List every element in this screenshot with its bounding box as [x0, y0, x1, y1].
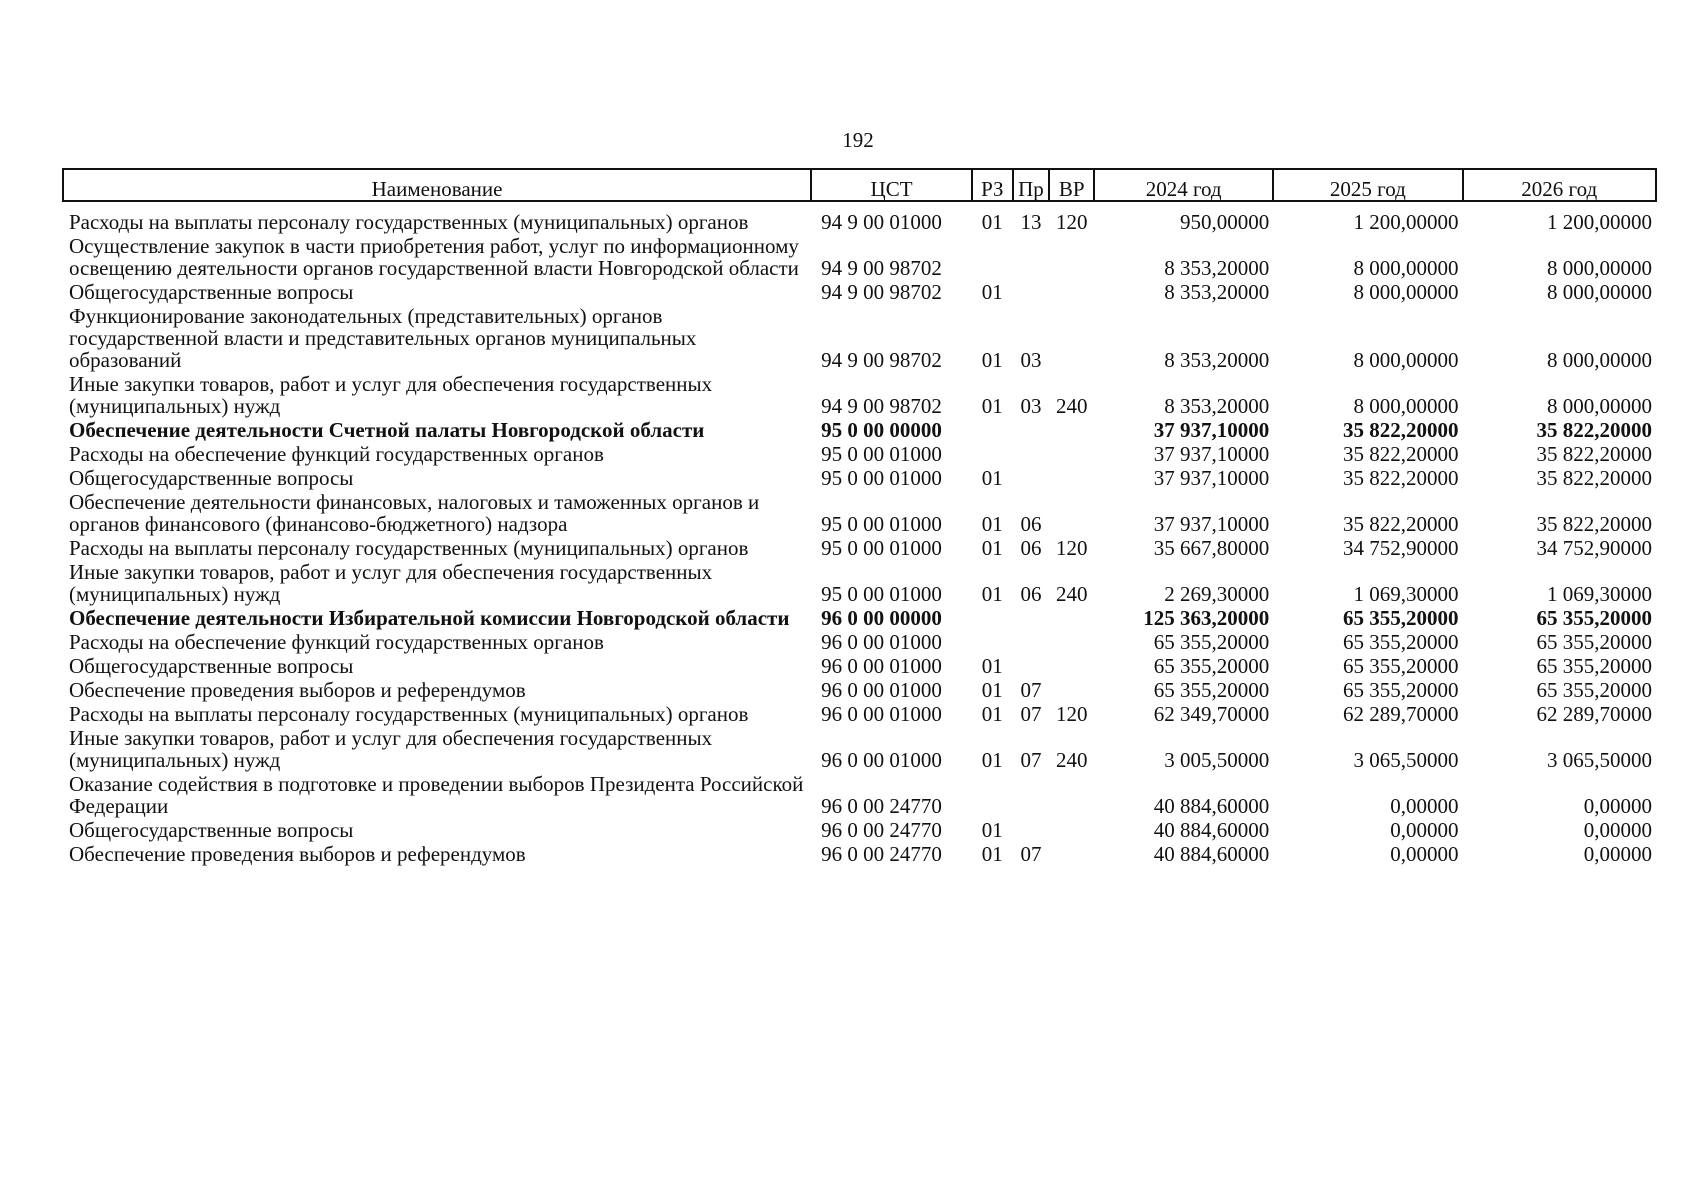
row-value-2025: 35 822,20000	[1343, 418, 1459, 442]
row-rz: 01	[981, 678, 1003, 702]
row-value-2024: 950,00000	[1179, 210, 1270, 234]
row-cst: 95 0 00 01000	[821, 442, 942, 466]
row-vr	[1049, 442, 1094, 466]
header-rz: РЗ	[972, 169, 1013, 201]
row-value-2025: 8 000,00000	[1353, 394, 1459, 418]
row-pr	[1013, 606, 1050, 630]
row-name: Расходы на выплаты персоналу государственных (муниципальных) органов	[69, 536, 749, 560]
table-spacer	[63, 201, 1656, 210]
row-value-2025: 0,00000	[1390, 794, 1459, 818]
row-name: Обеспечение деятельности Избирательной комиссии Новгородской области	[69, 606, 790, 630]
table-body	[63, 201, 1656, 866]
table-header-row	[63, 169, 1656, 201]
row-cst: 96 0 00 01000	[821, 748, 942, 772]
row-vr: 240	[1055, 394, 1088, 418]
row-pr	[1013, 280, 1050, 304]
row-value-2026: 62 289,70000	[1536, 702, 1652, 726]
row-pr: 07	[1020, 678, 1042, 702]
row-name: Иные закупки товаров, работ и услуг для обеспечения государственных (муниципальных) нужд	[69, 560, 713, 606]
row-rz	[972, 234, 1013, 280]
row-value-2026: 0,00000	[1583, 818, 1652, 842]
row-name: Общегосударственные вопросы	[69, 466, 354, 490]
row-value-2024: 65 355,20000	[1153, 678, 1270, 702]
table-row	[63, 654, 1656, 678]
table-row	[63, 726, 1656, 772]
table-row	[63, 630, 1656, 654]
row-cst: 96 0 00 24770	[821, 818, 942, 842]
row-value-2024: 3 005,50000	[1164, 748, 1270, 772]
row-value-2026: 1 069,30000	[1547, 582, 1652, 606]
row-value-2026: 8 000,00000	[1547, 348, 1652, 372]
row-value-2025: 8 000,00000	[1353, 256, 1459, 280]
header-vr: ВР	[1049, 169, 1094, 201]
row-rz	[972, 772, 1013, 818]
row-cst: 96 0 00 01000	[821, 678, 942, 702]
row-value-2025: 62 289,70000	[1343, 702, 1459, 726]
row-cst: 95 0 00 01000	[821, 536, 942, 560]
row-value-2024: 8 353,20000	[1164, 348, 1270, 372]
table-row	[63, 234, 1656, 280]
row-vr	[1049, 818, 1094, 842]
row-value-2024: 65 355,20000	[1153, 654, 1270, 678]
row-rz: 01	[981, 536, 1003, 560]
table-row	[63, 490, 1656, 536]
row-value-2026: 8 000,00000	[1547, 280, 1652, 304]
row-pr	[1013, 630, 1050, 654]
row-rz: 01	[981, 512, 1003, 536]
row-value-2024: 65 355,20000	[1153, 630, 1270, 654]
row-rz: 01	[981, 280, 1003, 304]
row-vr	[1049, 304, 1094, 372]
row-vr	[1049, 280, 1094, 304]
row-cst: 96 0 00 24770	[821, 794, 942, 818]
row-name: Расходы на выплаты персоналу государственных (муниципальных) органов	[69, 702, 749, 726]
row-value-2025: 3 065,50000	[1353, 748, 1459, 772]
table-row	[63, 304, 1656, 372]
row-value-2026: 65 355,20000	[1536, 606, 1652, 630]
header-pr: Пр	[1013, 169, 1050, 201]
row-vr: 120	[1055, 210, 1088, 234]
row-value-2025: 0,00000	[1390, 818, 1459, 842]
row-value-2024: 40 884,60000	[1153, 794, 1270, 818]
row-pr: 07	[1020, 702, 1042, 726]
row-pr: 06	[1020, 512, 1042, 536]
row-value-2025: 65 355,20000	[1343, 678, 1459, 702]
row-value-2026: 8 000,00000	[1547, 394, 1652, 418]
row-value-2025: 35 822,20000	[1343, 512, 1459, 536]
row-value-2026: 34 752,90000	[1536, 536, 1652, 560]
row-value-2024: 37 937,10000	[1153, 442, 1270, 466]
row-vr: 240	[1055, 582, 1088, 606]
row-rz	[972, 418, 1013, 442]
row-name: Обеспечение деятельности финансовых, налоговых и таможенных органов и органов финансового (финансово-бюджетного) надзора	[69, 490, 760, 536]
row-pr: 06	[1020, 582, 1042, 606]
row-value-2026: 65 355,20000	[1536, 630, 1652, 654]
row-pr	[1013, 418, 1050, 442]
row-rz: 01	[981, 348, 1003, 372]
row-name: Функционирование законодательных (представительных) органов государственной власти и представительных органов муниципальных образований	[69, 304, 697, 372]
row-rz: 01	[981, 842, 1003, 866]
row-pr: 13	[1020, 210, 1042, 234]
row-pr: 03	[1020, 394, 1042, 418]
row-value-2024: 35 667,80000	[1153, 536, 1270, 560]
row-vr: 120	[1055, 702, 1088, 726]
row-rz: 01	[981, 466, 1003, 490]
row-rz	[972, 630, 1013, 654]
row-vr	[1049, 418, 1094, 442]
row-cst: 94 9 00 98702	[821, 280, 942, 304]
row-rz: 01	[981, 748, 1003, 772]
row-name: Расходы на обеспечение функций государственных органов	[69, 630, 604, 654]
row-value-2026: 65 355,20000	[1536, 678, 1652, 702]
row-value-2026: 3 065,50000	[1547, 748, 1652, 772]
page-number: 192	[842, 128, 874, 152]
row-value-2024: 37 937,10000	[1153, 466, 1270, 490]
row-value-2026: 35 822,20000	[1536, 512, 1652, 536]
row-value-2026: 8 000,00000	[1547, 256, 1652, 280]
table-row	[63, 560, 1656, 606]
row-pr: 06	[1020, 536, 1042, 560]
table-row	[63, 536, 1656, 560]
row-value-2024: 62 349,70000	[1153, 702, 1270, 726]
row-cst: 96 0 00 24770	[821, 842, 942, 866]
row-cst: 95 0 00 00000	[821, 418, 942, 442]
row-pr	[1013, 818, 1050, 842]
row-rz: 01	[981, 702, 1003, 726]
row-name: Общегосударственные вопросы	[69, 654, 354, 678]
row-value-2024: 2 269,30000	[1164, 582, 1270, 606]
row-vr	[1049, 466, 1094, 490]
row-pr: 07	[1020, 842, 1042, 866]
table-row	[63, 678, 1656, 702]
budget-table	[62, 168, 1657, 866]
row-name: Расходы на обеспечение функций государственных органов	[69, 442, 604, 466]
row-name: Общегосударственные вопросы	[69, 280, 354, 304]
row-pr	[1013, 466, 1050, 490]
row-vr	[1049, 772, 1094, 818]
table-row	[63, 842, 1656, 866]
row-cst: 96 0 00 01000	[821, 654, 942, 678]
row-value-2026: 0,00000	[1583, 842, 1652, 866]
row-value-2026: 1 200,00000	[1547, 210, 1652, 234]
table-row	[63, 606, 1656, 630]
row-pr: 07	[1020, 748, 1042, 772]
table-row	[63, 818, 1656, 842]
row-value-2024: 125 363,20000	[1143, 606, 1270, 630]
row-cst: 95 0 00 01000	[821, 466, 942, 490]
row-value-2025: 1 069,30000	[1353, 582, 1459, 606]
table-row	[63, 772, 1656, 818]
header-name: Наименование	[63, 169, 811, 201]
row-pr	[1013, 772, 1050, 818]
row-name: Обеспечение деятельности Счетной палаты Новгородской области	[69, 418, 705, 442]
row-name: Обеспечение проведения выборов и референдумов	[69, 678, 526, 702]
row-vr	[1049, 654, 1094, 678]
row-pr	[1013, 654, 1050, 678]
row-value-2025: 0,00000	[1390, 842, 1459, 866]
row-name: Иные закупки товаров, работ и услуг для обеспечения государственных (муниципальных) нужд	[69, 726, 713, 772]
row-value-2025: 8 000,00000	[1353, 280, 1459, 304]
row-name: Общегосударственные вопросы	[69, 818, 354, 842]
row-value-2025: 35 822,20000	[1343, 466, 1459, 490]
row-cst: 96 0 00 01000	[821, 630, 942, 654]
header-cst: ЦСТ	[811, 169, 972, 201]
row-vr	[1049, 234, 1094, 280]
row-cst: 94 9 00 98702	[821, 348, 942, 372]
row-value-2025: 65 355,20000	[1343, 654, 1459, 678]
row-value-2024: 37 937,10000	[1153, 512, 1270, 536]
row-vr	[1049, 606, 1094, 630]
table-row	[63, 372, 1656, 418]
row-vr	[1049, 490, 1094, 536]
row-vr	[1049, 842, 1094, 866]
row-cst: 94 9 00 98702	[821, 394, 942, 418]
row-vr: 120	[1055, 536, 1088, 560]
row-rz: 01	[981, 210, 1003, 234]
row-vr	[1049, 678, 1094, 702]
row-rz: 01	[981, 582, 1003, 606]
row-name: Расходы на выплаты персоналу государственных (муниципальных) органов	[69, 210, 749, 234]
row-vr: 240	[1055, 748, 1088, 772]
table-row	[63, 280, 1656, 304]
row-value-2025: 8 000,00000	[1353, 348, 1459, 372]
row-cst: 95 0 00 01000	[821, 582, 942, 606]
row-value-2024: 8 353,20000	[1164, 394, 1270, 418]
row-value-2024: 40 884,60000	[1153, 818, 1270, 842]
row-value-2024: 8 353,20000	[1164, 280, 1270, 304]
row-rz: 01	[981, 394, 1003, 418]
row-value-2024: 40 884,60000	[1153, 842, 1270, 866]
row-value-2025: 34 752,90000	[1343, 536, 1459, 560]
row-name: Осуществление закупок в части приобретения работ, услуг по информационному освещению деятельности органов государственной власти Новгородской области	[69, 234, 799, 280]
table-row	[63, 466, 1656, 490]
table-row	[63, 442, 1656, 466]
row-name: Иные закупки товаров, работ и услуг для обеспечения государственных (муниципальных) нужд	[69, 372, 713, 418]
row-value-2024: 8 353,20000	[1164, 256, 1270, 280]
row-cst: 96 0 00 00000	[821, 606, 942, 630]
table-row	[63, 702, 1656, 726]
table-row	[63, 418, 1656, 442]
row-cst: 95 0 00 01000	[821, 512, 942, 536]
row-rz: 01	[981, 818, 1003, 842]
row-value-2025: 65 355,20000	[1343, 606, 1459, 630]
row-value-2026: 65 355,20000	[1536, 654, 1652, 678]
row-cst: 94 9 00 98702	[821, 256, 942, 280]
row-pr	[1013, 442, 1050, 466]
row-value-2024: 37 937,10000	[1153, 418, 1270, 442]
row-value-2025: 65 355,20000	[1343, 630, 1459, 654]
row-cst: 96 0 00 01000	[821, 702, 942, 726]
row-pr: 03	[1020, 348, 1042, 372]
row-name: Обеспечение проведения выборов и референдумов	[69, 842, 526, 866]
row-name: Оказание содействия в подготовке и проведении выборов Президента Российской Федерации	[69, 772, 804, 818]
row-rz	[972, 606, 1013, 630]
row-value-2026: 35 822,20000	[1536, 442, 1652, 466]
row-rz	[972, 442, 1013, 466]
row-value-2025: 1 200,00000	[1353, 210, 1459, 234]
row-value-2025: 35 822,20000	[1343, 442, 1459, 466]
header-2025: 2025 год	[1273, 169, 1462, 201]
row-cst: 94 9 00 01000	[821, 210, 942, 234]
header-2024: 2024 год	[1094, 169, 1273, 201]
row-pr	[1013, 234, 1050, 280]
row-vr	[1049, 630, 1094, 654]
row-value-2026: 0,00000	[1583, 794, 1652, 818]
table-row	[63, 210, 1656, 234]
row-value-2026: 35 822,20000	[1536, 466, 1652, 490]
row-value-2026: 35 822,20000	[1536, 418, 1652, 442]
header-2026: 2026 год	[1463, 169, 1656, 201]
row-rz: 01	[981, 654, 1003, 678]
